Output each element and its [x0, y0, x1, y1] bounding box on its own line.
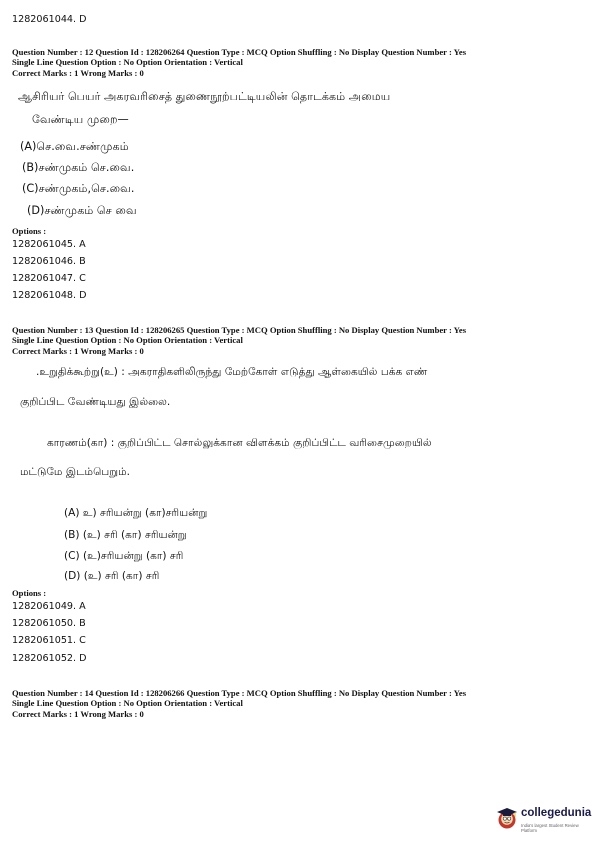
options-label: Options : [12, 588, 47, 598]
options-label: Options : [12, 226, 47, 236]
reason-line-1: காரணம்(கா) : குறிப்பிட்ட சொல்லுக்கான விளக்கம் குறிப்பிட்ட வரிசைமுறையில் [47, 437, 432, 449]
previous-option-line: 1282061044. D [12, 14, 87, 25]
reason-line-2: மட்டுமே இடம்பெறும். [20, 466, 130, 478]
question-marks: Correct Marks : 1 Wrong Marks : 0 [12, 68, 144, 78]
choice-b: (B) (உ) சரி (கா) சரியன்று [64, 529, 187, 541]
choice-d: (D)சண்முகம் செ வை [27, 204, 137, 217]
question-meta: Question Number : 14 Question Id : 128206266 Question Type : MCQ Option Shuffling : No Display Question Number : Yes [12, 688, 467, 698]
option-line: 1282061052. D [12, 653, 87, 664]
choice-c: (C) (உ)சரியன்று (கா) சரி [64, 550, 184, 562]
assertion-line-1: .உறுதிக்கூற்று(உ) : அகராதிகளிலிருந்து மேற்கோள் எடுத்து ஆள்கையில் பக்க எண் [36, 366, 428, 378]
question-meta: Question Number : 12 Question Id : 128206264 Question Type : MCQ Option Shuffling : No Display Question Number : Yes [12, 47, 467, 57]
question-layout-meta: Single Line Question Option : No Option Orientation : Vertical [12, 57, 243, 67]
choice-a: (A) உ) சரியன்று (கா)சரியன்று [64, 507, 208, 519]
option-line: 1282061048. D [12, 290, 87, 301]
option-line: 1282061051. C [12, 635, 86, 646]
logo-tagline: India's largest Student Review Platform [521, 823, 579, 833]
option-line: 1282061045. A [12, 239, 86, 250]
choice-a: (A)செ.வை.சண்முகம் [20, 140, 129, 153]
choice-b: (B)சண்முகம் செ.வை. [22, 161, 135, 174]
question-stem-line-1: ஆசிரியர் பெயர் அகரவரிசைத் துணைநூற்பட்டியலின் தொடக்கம் அமைய [18, 90, 391, 103]
question-marks: Correct Marks : 1 Wrong Marks : 0 [12, 709, 144, 719]
collegedunia-logo [494, 803, 590, 835]
question-meta: Question Number : 13 Question Id : 128206265 Question Type : MCQ Option Shuffling : No Display Question Number : Yes [12, 325, 467, 335]
question-stem-line-2: வேண்டிய முறை— [32, 113, 129, 126]
assertion-line-2: குறிப்பிட வேண்டியது இல்லை. [20, 396, 171, 408]
graduate-mascot-icon [494, 805, 520, 831]
question-layout-meta: Single Line Question Option : No Option Orientation : Vertical [12, 698, 243, 708]
logo-wordmark: collegedunia [521, 807, 592, 819]
option-line: 1282061046. B [12, 256, 86, 267]
question-layout-meta: Single Line Question Option : No Option Orientation : Vertical [12, 335, 243, 345]
option-line: 1282061050. B [12, 618, 86, 629]
choice-d: (D) (உ) சரி (கா) சரி [64, 570, 160, 582]
option-line: 1282061049. A [12, 601, 86, 612]
option-line: 1282061047. C [12, 273, 86, 284]
question-marks: Correct Marks : 1 Wrong Marks : 0 [12, 346, 144, 356]
choice-c: (C)சண்முகம்,செ.வை. [22, 182, 135, 195]
